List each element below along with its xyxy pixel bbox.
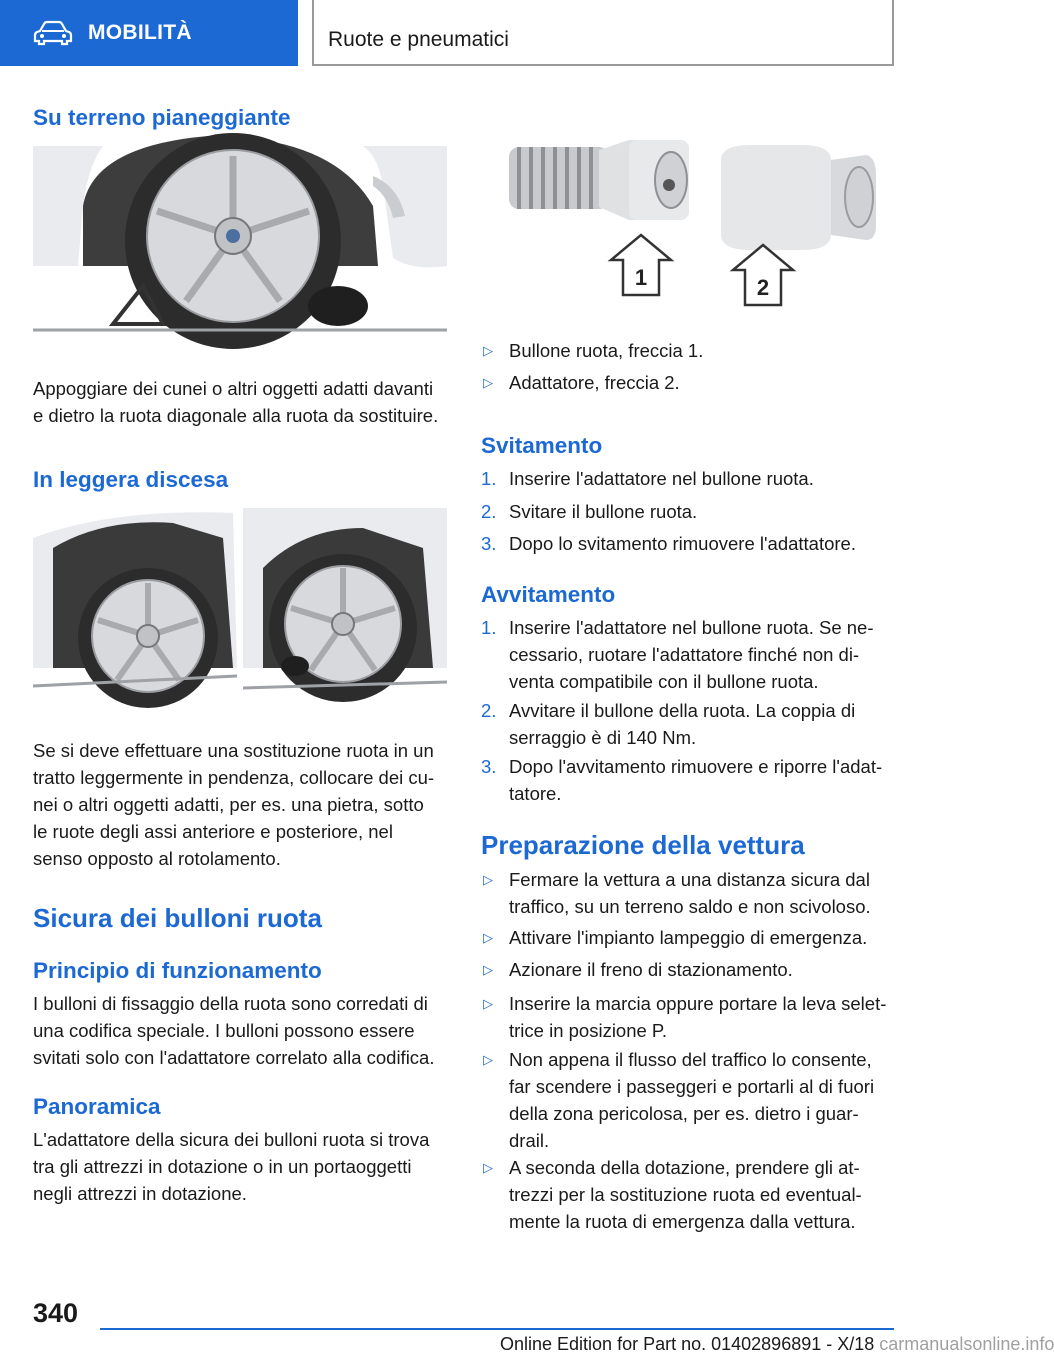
footer-divider <box>100 1328 894 1330</box>
list-item: 1. Inserire l'adattatore nel bullone ruota. Se ne‐ cessario, ruotare l'adattatore finché non di‐ venta compatibile con il bullone ruota. <box>481 617 874 692</box>
chapter-title <box>312 0 894 66</box>
triangle-bullet-icon: ▷ <box>483 996 493 1011</box>
list-item: ▷ Azionare il freno di stazionamento. <box>481 956 901 983</box>
heading-vehicle-prep: Preparazione della vettura <box>481 830 805 860</box>
list-item: 3. Dopo lo svitamento rimuovere l'adattatore. <box>481 533 856 554</box>
para-flat: Appoggiare dei cunei o altri oggetti adatti davanti e dietro la ruota diagonale alla ruota da sostituire. <box>33 378 439 426</box>
heading-principle: Principio di funzionamento <box>33 958 322 983</box>
triangle-bullet-icon: ▷ <box>483 1160 493 1175</box>
arrow-1-label: 1 <box>634 265 648 290</box>
watermark: carmanualsonline.info <box>879 1334 1054 1354</box>
para-principle: I bulloni di fissaggio della ruota sono corredati di una codifica speciale. I bulloni possono essere svitati solo con l'adattatore correlato alla codifica. <box>33 993 435 1068</box>
section-label: MOBILITÀ <box>88 21 192 44</box>
list-item: ▷ Non appena il flusso del traffico lo consente, far scendere i passeggeri e portarli al di fuori della zona pericolosa, per es. dietro i guar‐ drail. <box>481 1046 901 1154</box>
list-item: 3. Dopo l'avvitamento rimuovere e riporre l'adat‐ tatore. <box>481 756 883 804</box>
page-number: 340 <box>33 1298 79 1328</box>
triangle-bullet-icon: ▷ <box>483 1052 493 1067</box>
triangle-bullet-icon: ▷ <box>483 962 493 977</box>
triangle-bullet-icon: ▷ <box>483 375 493 390</box>
heading-unscrew: Svitamento <box>481 433 603 458</box>
triangle-bullet-icon: ▷ <box>483 872 493 887</box>
list-item: ▷ Attivare l'impianto lampeggio di emergenza. <box>481 924 901 951</box>
list-item: 1. Inserire l'adattatore nel bullone ruota. <box>481 468 814 489</box>
list-item: ▷ Bullone ruota, freccia 1. <box>481 337 901 364</box>
list-item: 2. Svitare il bullone ruota. <box>481 501 698 522</box>
heading-slope: In leggera discesa <box>33 467 229 492</box>
list-item: ▷ Inserire la marcia oppure portare la leva selet‐ trice in posizione P. <box>481 990 901 1044</box>
chapter-label: Ruote e pneumatici <box>328 28 509 51</box>
heading-flat-ground: Su terreno pianeggiante <box>33 105 291 130</box>
footer-edition: Online Edition for Part no. 01402896891 - X/18 carmanualsonline.info <box>500 1334 1054 1354</box>
car-icon <box>34 21 72 45</box>
list-item: ▷ Fermare la vettura a una distanza sicura dal traffico, su un terreno saldo e non scivoloso. <box>481 866 901 920</box>
heading-screw: Avvitamento <box>481 582 616 607</box>
triangle-bullet-icon: ▷ <box>483 343 493 358</box>
para-slope: Se si deve effettuare una sostituzione ruota in un tratto leggermente in pendenza, collocare dei cu‐ nei o altri oggetti adatti, per es. una pietra, sotto le ruote degli assi anteriore e posteriore, nel senso opposto al rotolamento. <box>33 740 435 869</box>
triangle-bullet-icon: ▷ <box>483 930 493 945</box>
list-item: ▷ A seconda della dotazione, prendere gli at‐ trezzi per la sostituzione ruota ed eventual‐ mente la ruota di emergenza dalla vettura. <box>481 1154 901 1235</box>
figure-flat-ground <box>33 146 447 334</box>
figure-slope <box>33 508 447 696</box>
list-item: ▷ Adattatore, freccia 2. <box>481 369 901 396</box>
heading-overview: Panoramica <box>33 1094 161 1119</box>
arrow-2-label: 2 <box>756 275 770 300</box>
section-tab <box>0 0 298 66</box>
heading-bolt-lock: Sicura dei bulloni ruota <box>33 903 322 933</box>
list-item: 2. Avvitare il bullone della ruota. La coppia di serraggio è di 140 Nm. <box>481 700 856 748</box>
para-overview: L'adattatore della sicura dei bulloni ruota si trova tra gli attrezzi in dotazione o in un portaoggetti negli attrezzi in dotazione. <box>33 1129 430 1204</box>
figure-bolt-adapter <box>481 135 895 325</box>
